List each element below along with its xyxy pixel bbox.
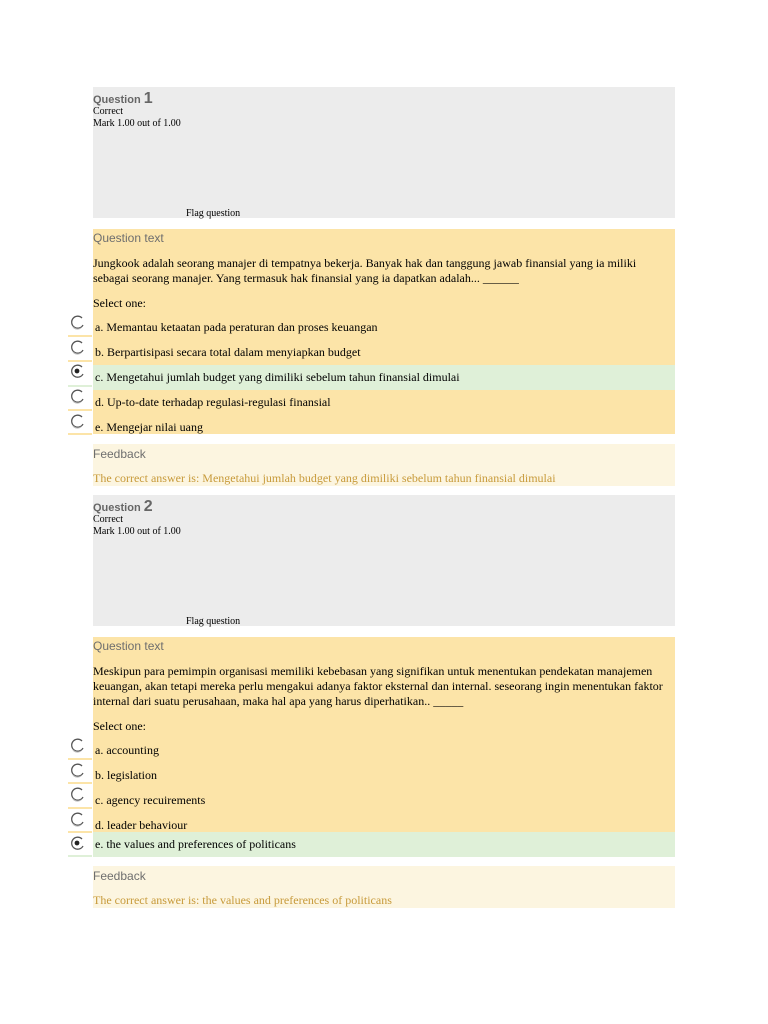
question-grade: Mark 1.00 out of 1.00 xyxy=(93,118,181,129)
radio-underline xyxy=(68,855,92,857)
question-text-heading: Question text xyxy=(93,639,164,653)
answer-option-label: c. agency recuirements xyxy=(95,793,206,807)
question-info xyxy=(93,495,675,626)
radio-button-e[interactable] xyxy=(68,412,88,432)
question-grade: Mark 1.00 out of 1.00 xyxy=(93,526,181,537)
radio-button-e-selected[interactable] xyxy=(68,834,88,854)
select-one-prompt: Select one: xyxy=(93,719,146,733)
radio-button-d[interactable] xyxy=(68,387,88,407)
answer-option-label: a. accounting xyxy=(95,743,159,757)
radio-button-c[interactable] xyxy=(68,785,88,805)
answer-option-a[interactable] xyxy=(93,315,675,340)
answer-option-e[interactable] xyxy=(93,415,675,440)
question-formulation xyxy=(93,637,675,857)
answer-option-label: e. the values and preferences of politicans xyxy=(95,837,296,851)
answer-option-d[interactable] xyxy=(93,390,675,415)
answer-option-label: d. leader behaviour xyxy=(95,818,188,832)
answer-option-a[interactable] xyxy=(93,738,675,763)
answer-option-label: b. Berpartisipasi secara total dalam menyiapkan budget xyxy=(95,345,361,359)
question-info xyxy=(93,87,675,218)
flag-question-link[interactable]: Flag question xyxy=(186,208,241,219)
question-text-heading: Question text xyxy=(93,231,164,245)
radio-underline xyxy=(68,758,92,760)
question-label: Question xyxy=(93,502,141,514)
radio-button-b[interactable] xyxy=(68,338,88,358)
answer-option-c[interactable] xyxy=(93,788,675,813)
question-text: Meskipun para pemimpin organisasi memiliki kebebasan yang signifikan untuk menentukan pendekatan manajemen keuangan, akan tetapi mereka perlu mengakui adanya faktor eksternal dan internal. seseorang ingin menentukan faktor internal dari suatu perusahaan, maka hal apa yang harus diperhatikan.. _____ xyxy=(93,664,663,708)
radio-button-c-selected[interactable] xyxy=(68,362,88,382)
feedback-panel xyxy=(93,866,675,908)
feedback-heading: Feedback xyxy=(93,869,146,883)
answer-option-label: b. legislation xyxy=(95,768,157,782)
feedback-heading: Feedback xyxy=(93,447,146,461)
radio-underline xyxy=(68,807,92,809)
select-one-prompt: Select one: xyxy=(93,296,146,310)
correct-answer-text: The correct answer is: the values and preferences of politicans xyxy=(93,893,392,907)
question-state: Correct xyxy=(93,514,123,525)
flag-question-link[interactable]: Flag question xyxy=(186,616,241,627)
answer-option-label: d. Up-to-date terhadap regulasi-regulasi finansial xyxy=(95,395,331,409)
radio-underline xyxy=(68,335,92,337)
question-label: Question xyxy=(93,94,141,106)
radio-button-d[interactable] xyxy=(68,810,88,830)
answer-option-b[interactable] xyxy=(93,340,675,365)
question-number-value: 2 xyxy=(143,498,153,515)
correct-answer-text: The correct answer is: Mengetahui jumlah budget yang dimiliki sebelum tahun finansial dimulai xyxy=(93,471,556,485)
answer-option-label: a. Memantau ketaatan pada peraturan dan proses keuangan xyxy=(95,320,378,334)
answer-option-label: c. Mengetahui jumlah budget yang dimiliki sebelum tahun finansial dimulai xyxy=(95,370,460,384)
answer-option-e[interactable] xyxy=(93,832,675,857)
radio-underline xyxy=(68,782,92,784)
question-formulation xyxy=(93,229,675,434)
radio-underline xyxy=(68,409,92,411)
radio-button-a[interactable] xyxy=(68,313,88,333)
radio-button-b[interactable] xyxy=(68,761,88,781)
answer-option-b[interactable] xyxy=(93,763,675,788)
radio-underline xyxy=(68,433,92,435)
question-number-value: 1 xyxy=(143,90,153,107)
answer-option-c[interactable] xyxy=(93,365,675,390)
question-state: Correct xyxy=(93,106,123,117)
radio-button-a[interactable] xyxy=(68,736,88,756)
radio-underline xyxy=(68,831,92,833)
feedback-panel xyxy=(93,444,675,486)
answer-option-label: e. Mengejar nilai uang xyxy=(95,420,203,434)
question-text: Jungkook adalah seorang manajer di tempatnya bekerja. Banyak hak dan tanggung jawab finansial yang ia miliki sebagai seorang manajer. Yang termasuk hak finansial yang ia dapatkan adalah... ______ xyxy=(93,256,637,285)
